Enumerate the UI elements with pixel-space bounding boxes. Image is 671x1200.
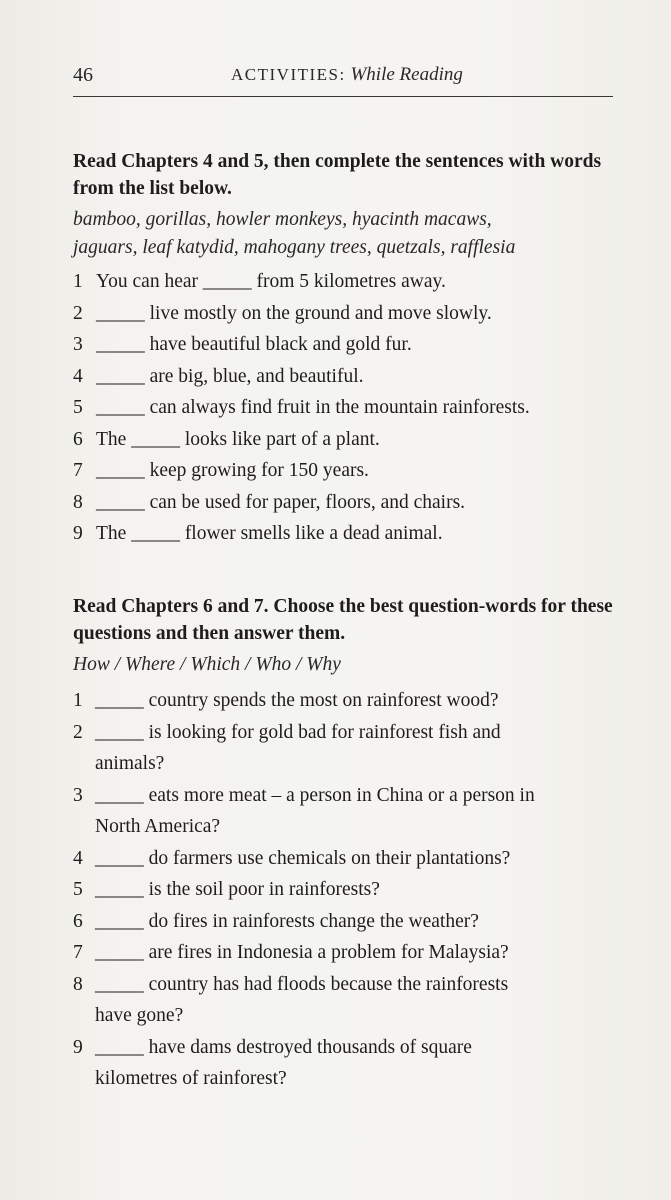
- list-item: [73, 780, 618, 843]
- item-text: _____ are big, blue, and beautiful.: [96, 365, 364, 387]
- item-number: 2: [73, 302, 83, 324]
- item-text: _____ country spends the most on rainforest wood?: [95, 690, 499, 711]
- list-item: [73, 455, 618, 487]
- activity-section-2: [73, 593, 618, 1095]
- item-text: The _____ looks like part of a plant.: [96, 428, 380, 450]
- page-number: 46: [73, 64, 93, 86]
- item-text: _____ live mostly on the ground and move slowly.: [96, 302, 492, 324]
- item-number: 2: [73, 721, 83, 743]
- section-title: While Reading: [350, 64, 463, 85]
- item-text: _____ are fires in Indonesia a problem for Malaysia?: [95, 942, 509, 963]
- item-text: _____ eats more meat – a person in China or a person in: [95, 784, 535, 806]
- item-text: The _____ flower smells like a dead animal.: [96, 523, 443, 544]
- list-item: [73, 717, 618, 780]
- item-text: _____ can always find fruit in the mountain rainforests.: [96, 397, 530, 418]
- item-number: 9: [73, 1036, 83, 1058]
- instruction-2: Read Chapters 6 and 7. Choose the best question-words for these questions and then answer them.: [73, 596, 613, 644]
- list-item: [73, 1032, 618, 1095]
- sentence-list: [73, 266, 618, 550]
- item-number: 7: [73, 942, 83, 963]
- list-item: [73, 843, 618, 875]
- section-label: ACTIVITIES:: [231, 65, 346, 84]
- list-item: [73, 937, 618, 969]
- list-item: [73, 906, 618, 938]
- list-item: [73, 874, 618, 906]
- item-number: 1: [73, 690, 83, 711]
- item-number: 1: [73, 271, 83, 292]
- running-title: [231, 64, 463, 86]
- page-header: [73, 62, 613, 97]
- activity-section-1: [73, 148, 618, 550]
- list-item: [73, 361, 618, 393]
- item-text-continued: have gone?: [95, 1005, 184, 1026]
- question-list: [73, 685, 618, 1095]
- list-item: [73, 329, 618, 361]
- item-number: 7: [73, 460, 83, 481]
- item-text: _____ keep growing for 150 years.: [96, 460, 369, 481]
- list-item: [73, 266, 618, 298]
- item-text-continued: animals?: [95, 753, 165, 774]
- word-list-line: jaguars, leaf katydid, mahogany trees, quetzals, rafflesia: [73, 237, 516, 258]
- item-text: _____ have dams destroyed thousands of square: [95, 1036, 472, 1058]
- instruction-1: Read Chapters 4 and 5, then complete the sentences with words from the list below.: [73, 151, 602, 199]
- item-number: 3: [73, 334, 83, 355]
- item-text: _____ have beautiful black and gold fur.: [96, 334, 412, 355]
- list-item: [73, 298, 618, 330]
- word-list-1: [73, 206, 618, 262]
- item-text-continued: kilometres of rainforest?: [95, 1068, 287, 1089]
- item-text: _____ is the soil poor in rainforests?: [95, 879, 380, 900]
- word-list-line: bamboo, gorillas, howler monkeys, hyacinth macaws,: [73, 209, 492, 230]
- list-item: [73, 487, 618, 519]
- list-item: [73, 392, 618, 424]
- item-text: _____ do farmers use chemicals on their plantations?: [95, 847, 511, 869]
- item-text: _____ do fires in rainforests change the weather?: [95, 910, 479, 932]
- list-item: [73, 518, 618, 550]
- item-text: _____ country has had floods because the rainforests: [95, 973, 509, 995]
- item-number: 4: [73, 365, 83, 387]
- list-item: [73, 685, 618, 717]
- list-item: [73, 969, 618, 1032]
- item-text: You can hear _____ from 5 kilometres away.: [96, 271, 446, 292]
- item-number: 6: [73, 910, 83, 932]
- item-number: 9: [73, 523, 83, 544]
- word-list-2: How / Where / Which / Who / Why: [73, 654, 341, 675]
- item-number: 6: [73, 428, 83, 450]
- item-number: 8: [73, 973, 83, 995]
- item-number: 3: [73, 784, 83, 806]
- item-text: _____ can be used for paper, floors, and chairs.: [96, 491, 466, 513]
- item-number: 8: [73, 491, 83, 513]
- item-text-continued: North America?: [95, 816, 221, 837]
- list-item: [73, 424, 618, 456]
- item-number: 4: [73, 847, 83, 869]
- item-number: 5: [73, 879, 83, 900]
- item-number: 5: [73, 397, 83, 418]
- item-text: _____ is looking for gold bad for rainforest fish and: [95, 721, 501, 743]
